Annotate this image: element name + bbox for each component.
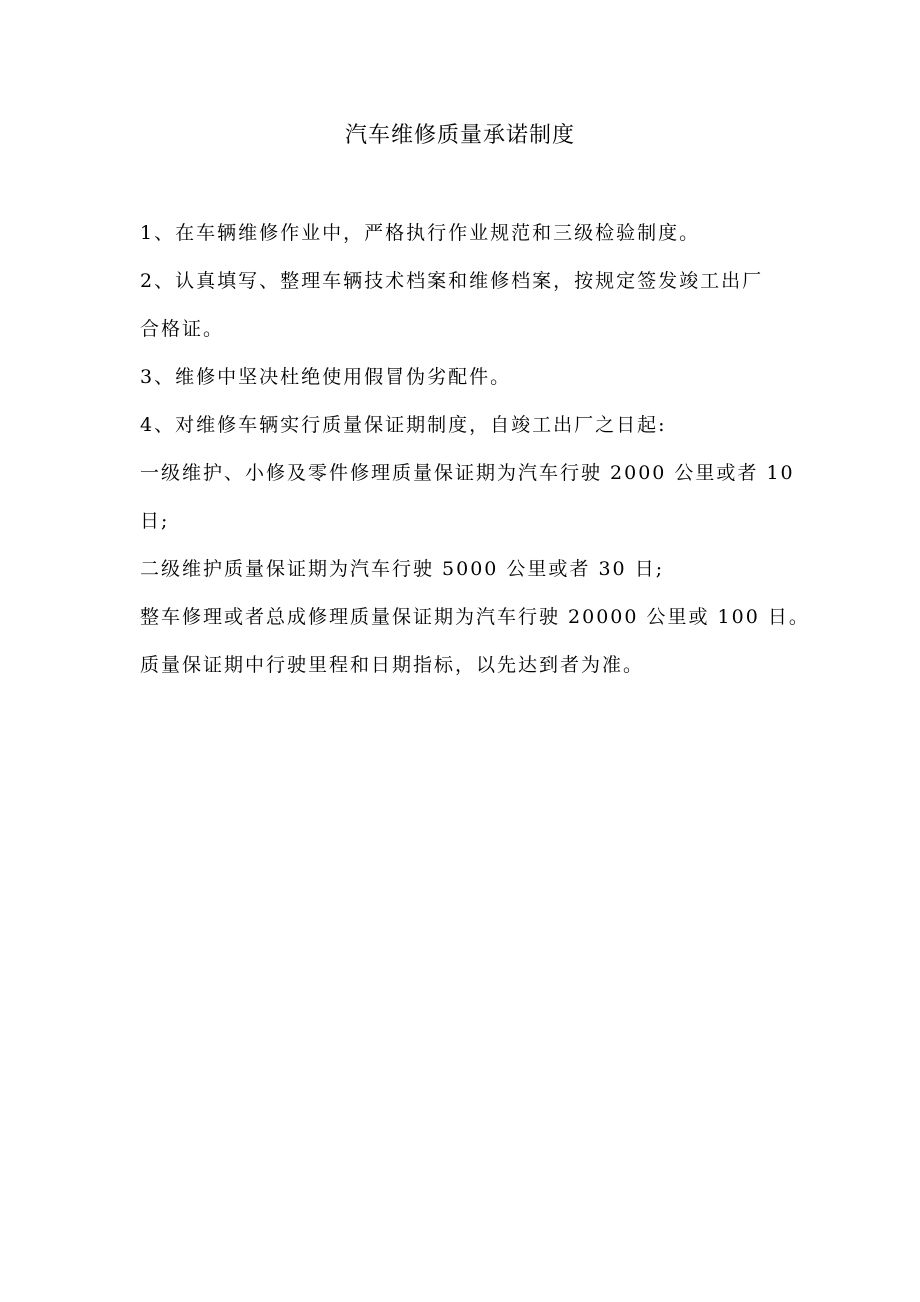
clause-2-line: 2、认真填写、整理车辆技术档案和维修档案，按规定签发竣工出厂 — [140, 270, 764, 292]
document-body — [140, 215, 810, 695]
warranty-level1-continuation: 日; — [140, 510, 170, 532]
warranty-rule-line: 质量保证期中行驶里程和日期指标，以先达到者为准。 — [140, 654, 645, 676]
warranty-level2-line: 二级维护质量保证期为汽车行驶 5000 公里或者 30 日; — [140, 558, 665, 580]
document-title: 汽车维修质量承诺制度 — [344, 123, 575, 148]
clause-3-line: 3、维修中坚决杜绝使用假冒伪劣配件。 — [140, 366, 512, 388]
warranty-level1-line: 一级维护、小修及零件修理质量保证期为汽车行驶 2000 公里或者 10 — [140, 462, 795, 484]
clause-2-continuation: 合格证。 — [140, 318, 225, 340]
clause-4-line: 4、对维修车辆实行质量保证期制度，自竣工出厂之日起: — [140, 414, 667, 436]
clause-1-line: 1、在车辆维修作业中，严格执行作业规范和三级检验制度。 — [140, 222, 701, 244]
warranty-overhaul-line: 整车修理或者总成修理质量保证期为汽车行驶 20000 公里或 100 日。 — [140, 606, 810, 628]
